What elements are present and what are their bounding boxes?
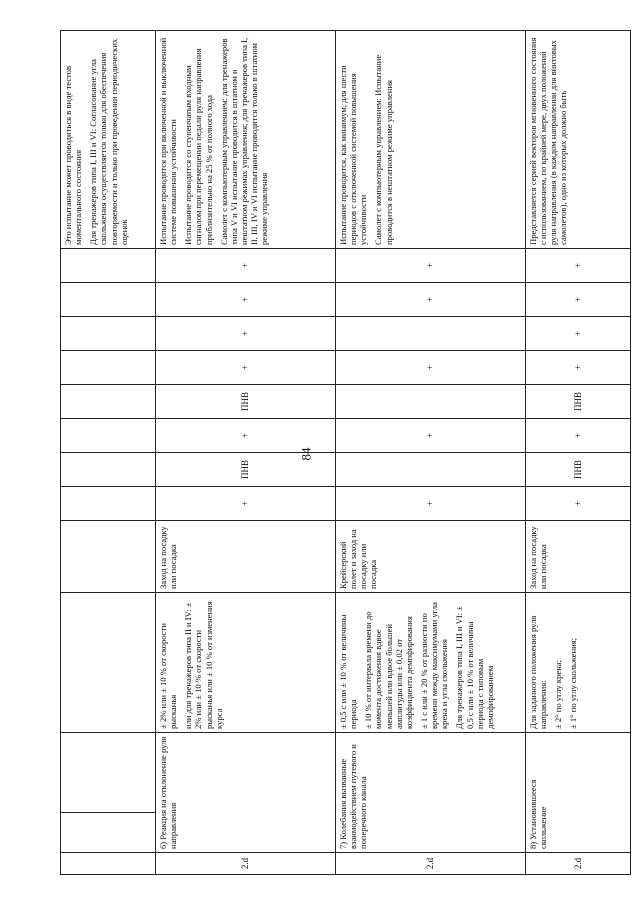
mark: + [526, 317, 631, 351]
table-row [336, 31, 526, 875]
continuation-row [61, 31, 156, 875]
tolerance-cell: ± 0,5 с или ± 10 % от величины периода ± 10 % от интервала времени до момента достижения вдвое меньшей или вдвое большей амплитуды или ± 0,02 от коэффициента демпфирования ± 1 с или ± 20 % от разности по времени между максимумами угла крена и угла скольжения Для тренажеров типа I, III и VI: ± 0,5 с или ± 10 % от величины периода с типовым демпфированием [336, 593, 526, 733]
mark: + [156, 283, 336, 317]
mark: + [526, 249, 631, 283]
tolerance-cell: Для заданного положения руля направления: ± 2° по углу крена; ± 1° по углу скольжения; [526, 593, 631, 733]
mark: + [156, 317, 336, 351]
remarks-cell [61, 31, 156, 249]
mark [336, 317, 526, 351]
condition-cell: Заход на посадку или посадка [156, 521, 336, 593]
mark: + [336, 351, 526, 385]
mark [336, 453, 526, 487]
mark: + [156, 487, 336, 521]
mark: ПНВ [156, 385, 336, 419]
mark: + [526, 419, 631, 453]
row-code: 2.d [156, 853, 336, 875]
mark: ПНВ [526, 385, 631, 419]
mark: + [336, 487, 526, 521]
row-title: 8) Установившееся скольжение [526, 733, 631, 853]
mark: + [336, 283, 526, 317]
remarks-cell: Представляется серией векторов мгновенного состояния с использованием, по крайней мере, двух положений руля направления (в каждом направлении для винтовых самолетов), одно из которых должно быть [526, 31, 631, 249]
table-row [156, 31, 336, 875]
mark: + [526, 487, 631, 521]
row-code: 2.d [526, 853, 631, 875]
mark: + [156, 249, 336, 283]
mark: + [526, 283, 631, 317]
tolerance-cell: ± 2% или ± 10 % от скорости рысканья или для тренажеров типа II и IV: ± 2% или ± 10 % от скорости рысканья или ± 10 % от изменения курса [156, 593, 336, 733]
remarks-cell: Испытание проводится, как минимум, для шести периодов с отключенной системой повышения устойчивости Самолет с компьютерным управлением: Испытание проводится в нештатном режиме управления [336, 31, 526, 249]
remark: Для тренажеров типа I, III и VI: Согласование угла скольжения осуществляется только для обеспечения повторяемости и только при проведении периодических оценок [88, 38, 129, 245]
page-number: 84 [298, 447, 314, 461]
table-row [526, 31, 631, 875]
requirements-table [60, 30, 631, 875]
row-title: 6) Реакция на отклонение руля направления [156, 733, 336, 853]
mark: + [336, 249, 526, 283]
row-title: 7) Колебания вызванные взаимодействием путевого и поперечного канала [336, 733, 526, 853]
mark: + [156, 419, 336, 453]
condition-cell: Заход на посадку или посадка [526, 521, 631, 593]
rotated-table-wrapper [60, 37, 583, 875]
row-code: 2.d [336, 853, 526, 875]
mark: + [336, 419, 526, 453]
mark: + [156, 351, 336, 385]
mark: ПНВ [526, 453, 631, 487]
condition-cell: Крейсерский полет и заход на посадку или посадка [336, 521, 526, 593]
mark: + [526, 351, 631, 385]
remarks-cell: Испытание проводится при включенной и выключенной системе повышения устойчивости Испытание проводится со ступенчатым входным сигналом при перемещении педали руля направления приблизительно на 25 % от полного хода Самолет с компьютерным управлением: для тренажеров типа V и VI испытание проводится в штатном и нештатном режимах управления; для тренажеров типа I, II, III, IV и VI испытание проводится только в штатном режиме управления [156, 31, 336, 249]
remark: Это испытание может проводиться в виде тестов моментального состояния [63, 65, 84, 245]
mark: ПНВ [156, 453, 336, 487]
mark [336, 385, 526, 419]
